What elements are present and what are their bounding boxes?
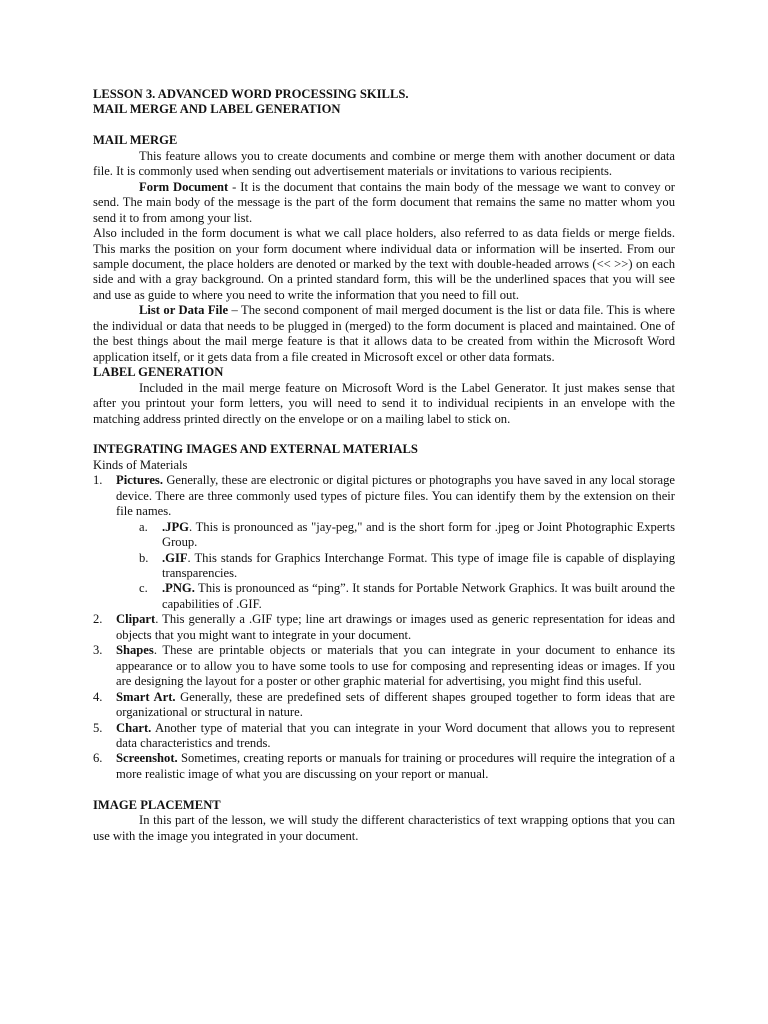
lesson-title: LESSON 3. ADVANCED WORD PROCESSING SKILLS. [93,87,409,101]
sub-list-item [93,551,675,582]
image-placement-heading: IMAGE PLACEMENT [93,797,221,812]
list-number: 3. [93,643,103,658]
mail-merge-intro: This feature allows you to create documents and combine or merge them with another document or data file. It is commonly used when sending out advertisement materials or invitations to various recipients. [93,148,675,179]
sub-list-letter: a. [139,519,148,534]
list-item [93,612,675,643]
list-item [93,721,675,752]
list-number: 5. [93,720,103,735]
materials-list [93,473,675,782]
list-item [93,643,675,689]
sub-list-item [93,520,675,551]
list-term: Smart Art. [116,689,176,704]
sub-list-text: This is pronounced as “ping”. It stands for Portable Network Graphics. It was built around the capabilities of .GIF. [162,581,675,611]
sub-list-term: .GIF [162,550,188,565]
list-term: Screenshot. [116,751,178,766]
form-document-paragraph [93,180,675,226]
list-text: . These are printable objects or materials that you can integrate in your document to enhance its appearance or to allow you to have some tools to use for composing and representing ideas or images. If you are designing the layout for a poster or other graphic material for advertising, you might find this useful. [116,643,675,689]
list-item [93,473,675,519]
sub-list-term: .JPG [162,519,189,534]
integrating-heading: INTEGRATING IMAGES AND EXTERNAL MATERIALS [93,442,418,457]
list-text: . This generally a .GIF type; line art drawings or images used as generic representation for ideas and objects that you might want to integrate in your document. [116,612,675,642]
sub-list-term: .PNG. [162,581,195,596]
list-number: 4. [93,689,103,704]
list-data-file-paragraph [93,303,675,365]
sub-list-text: . This stands for Graphics Interchange Format. This type of image file is capable of displaying transparencies. [162,550,675,581]
form-document-text: - It is the document that contains the main body of the message we want to convey or send. The main body of the message is the part of the form document that remains the same no matter whom you send it to from among your list. [93,179,675,225]
mail-merge-heading: MAIL MERGE [93,133,178,148]
kinds-of-materials-label: Kinds of Materials [93,457,188,472]
list-text: Sometimes, creating reports or manuals for training or procedures will require the integration of a more realistic image of what you are discussing on your report or manual. [116,751,675,781]
list-term: Chart. [116,720,152,735]
list-text: Generally, these are electronic or digital pictures or photographs you have saved in any local storage device. There are three commonly used types of picture files. You can identify them by the extension on their file names. [116,473,675,519]
label-generation-heading: LABEL GENERATION [93,365,224,380]
list-term: Pictures. [116,473,163,488]
list-text: Another type of material that you can integrate in your Word document that allows you to represent data characteristics and trends. [116,720,675,750]
image-placement-text: In this part of the lesson, we will study the different characteristics of text wrapping options that you can use with the image you integrated in your document. [93,813,675,843]
sub-list-letter: c. [139,581,148,596]
list-term: Clipart [116,612,156,627]
list-data-file-text: – The second component of mail merged document is the list or data file. This is where the individual or data that needs to be plugged in (merged) to the form document is placed and maintained. One of the best things about the mail merge feature is that it allows data to be created from within the Microsoft Word application itself, or it gets data from a file created in Microsoft excel or other data formats. [93,303,675,364]
list-item [93,751,675,782]
list-item [93,690,675,721]
list-data-file-term: List or Data File [139,303,229,318]
document-page [93,87,675,844]
list-number: 1. [93,473,103,488]
list-number: 6. [93,751,103,766]
sub-list-item [93,581,675,612]
sub-list-letter: b. [139,550,149,565]
sub-list-text: . This is pronounced as "jay-peg," and is the short form for .jpeg or Joint Photographic Experts Group. [162,519,675,550]
list-text: Generally, these are predefined sets of different shapes grouped together to form ideas that are organizational or structural in nature. [116,689,675,720]
form-document-term: Form Document [139,179,229,194]
list-term: Shapes [116,643,154,658]
placeholders-paragraph: Also included in the form document is what we call place holders, also referred to as data fields or merge fields. This marks the position on your form document where individual data or information will be inserted. From our sample document, the place holders are denoted or marked by the text with double-headed arrows (<< >>) on each side and with a gray background. On a printed standard form, this will be the underlined spaces that you will see and use as guide to where you need to write the information that you need to fill out. [93,226,675,302]
list-number: 2. [93,612,103,627]
lesson-subtitle: MAIL MERGE AND LABEL GENERATION [93,102,341,117]
label-generation-text: Included in the mail merge feature on Microsoft Word is the Label Generator. It just makes sense that after you printout your form letters, you will need to send it to individual recipients in an envelope with the matching address printed directly on the envelope or on a mailing label to stick on. [93,380,675,426]
